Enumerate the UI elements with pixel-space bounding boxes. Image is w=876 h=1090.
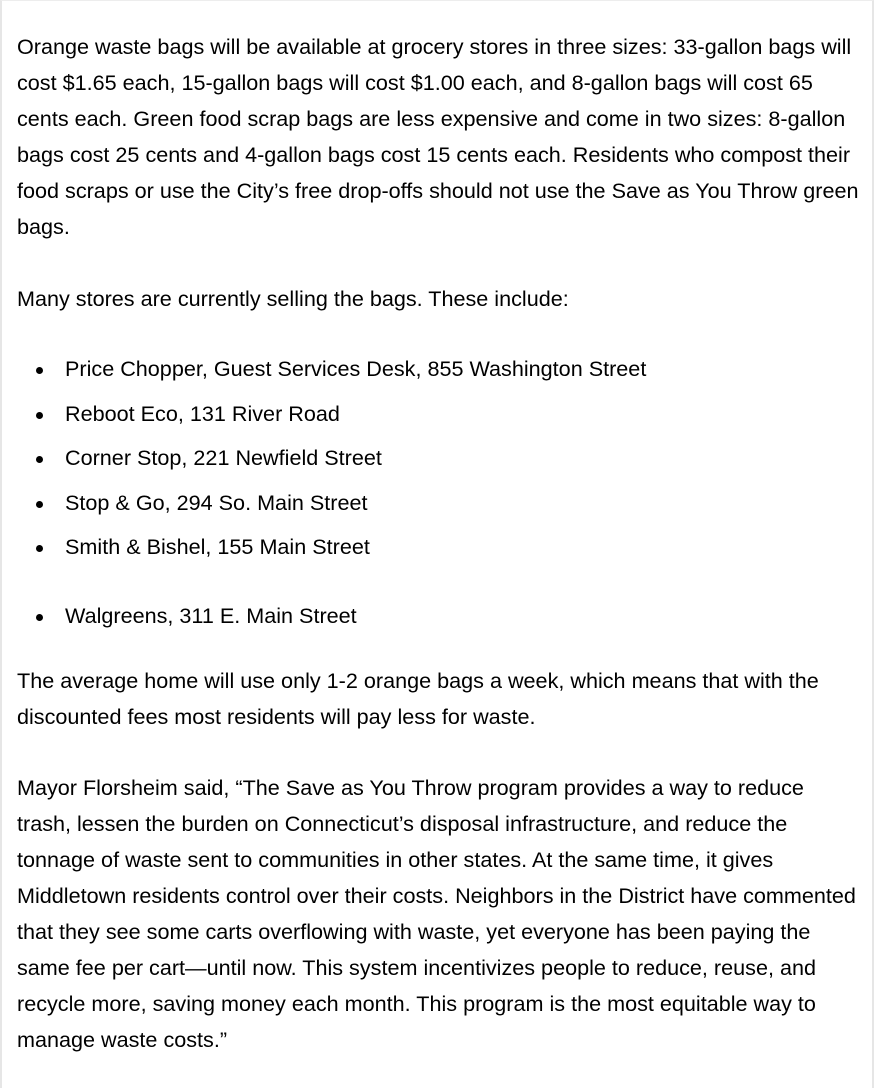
bullet-icon xyxy=(36,614,43,621)
bullet-icon xyxy=(36,456,43,463)
store-label: Reboot Eco, 131 River Road xyxy=(65,400,340,426)
store-label: Corner Stop, 221 Newfield Street xyxy=(65,445,382,470)
bullet-icon xyxy=(36,412,43,419)
stores-intro-paragraph: Many stores are currently selling the bags. These include: xyxy=(17,286,569,311)
mayor-quote-paragraph: Mayor Florsheim said, “The Save as You Throw program provides a way to reduce trash, lessen the burden on Connecticut’s disposal infrastructure, and reduce the tonnage of waste sent to communities in other states. At the same time, it gives Middletown residents control over their costs. Neighbors in the District have commented that they see some carts overflowing with waste, yet everyone has been paying the same fee per cart—until now. This system incentivizes people to reduce, reuse, and recycle more, saving money each month. This program is the most equitable way to manage waste costs.” xyxy=(17,775,856,1052)
store-list xyxy=(17,351,862,642)
list-item xyxy=(17,351,862,396)
average-home-paragraph: The average home will use only 1-2 orange bags a week, which means that with the discounted fees most residents will pay less for waste. xyxy=(17,668,819,729)
bag-sizes-paragraph: Orange waste bags will be available at grocery stores in three sizes: 33-gallon bags will cost $1.65 each, 15-gallon bags will cost $1.00 each, and 8-gallon bags will cost 65 cents each. Green food scrap bags are less expensive and come in two sizes: 8-gallon bags cost 25 cents and 4-gallon bags cost 15 cents each. Residents who compost their food scraps or use the City’s free drop-offs should not use the Save as You Throw green bags. xyxy=(17,34,859,239)
store-label: Smith & Bishel, 155 Main Street xyxy=(65,534,370,559)
list-item xyxy=(17,529,862,574)
list-item xyxy=(17,440,862,485)
list-item xyxy=(17,598,862,643)
bullet-icon xyxy=(36,545,43,552)
article-body xyxy=(17,29,862,1058)
store-label: Stop & Go, 294 So. Main Street xyxy=(65,489,368,515)
bullet-icon xyxy=(36,501,43,508)
bullet-icon xyxy=(36,367,43,374)
store-label: Walgreens, 311 E. Main Street xyxy=(65,602,357,628)
list-item xyxy=(17,485,862,530)
store-label: Price Chopper, Guest Services Desk, 855 Washington Street xyxy=(65,356,647,381)
list-item xyxy=(17,396,862,441)
